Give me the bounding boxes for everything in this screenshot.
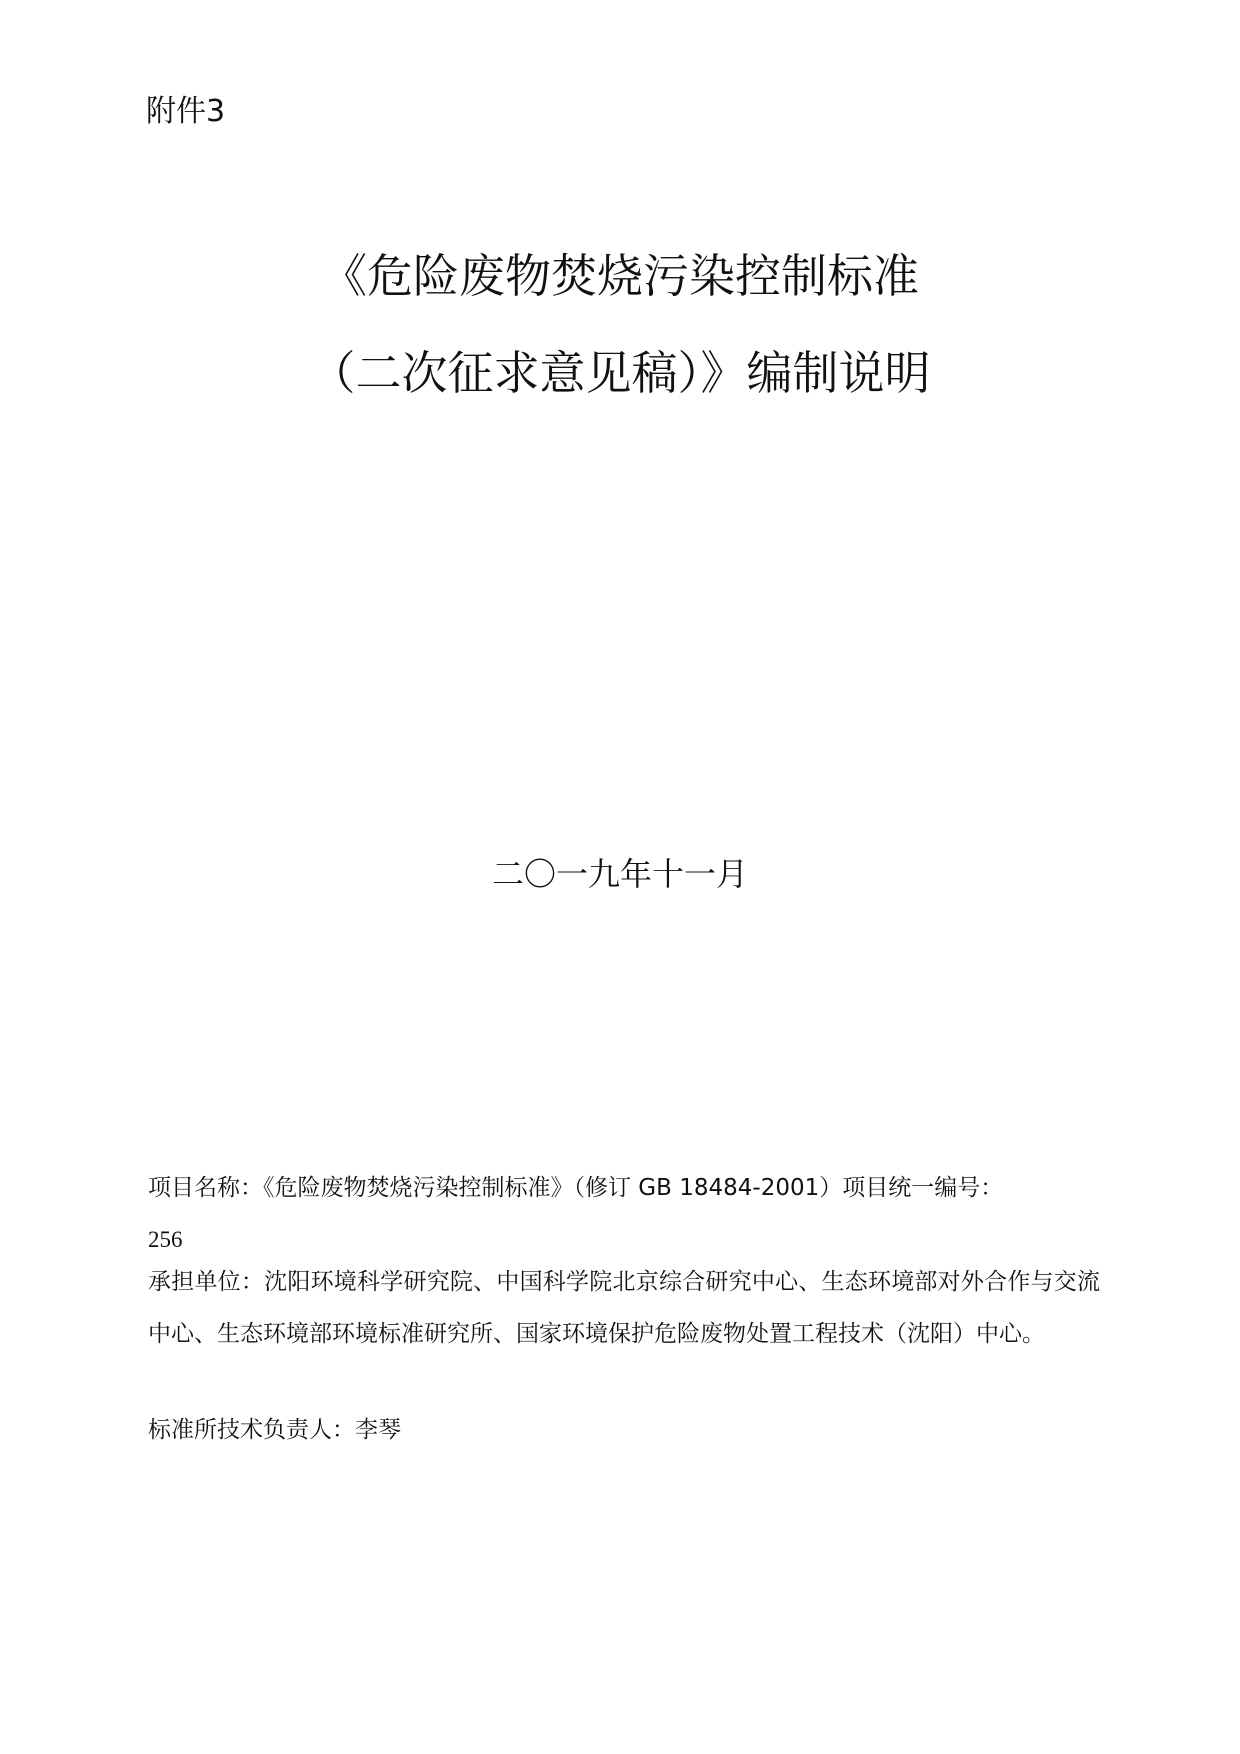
document-date: 二〇一九年十一月 [491, 855, 748, 893]
project-number: 256 [148, 1227, 183, 1252]
document-title-line-1: 《危险废物焚烧污染控制标准 [321, 249, 919, 303]
project-info [148, 1162, 1100, 1266]
undertaking-units: 承担单位：沈阳环境科学研究院、中国科学院北京综合研究中心、生态环境部对外合作与交流中心、生态环境部环境标准研究所、国家环境保护危险废物处置工程技术（沈阳）中心。 [148, 1269, 1100, 1347]
document-title-line-2: （二次征求意见稿）》编制说明 [309, 346, 931, 400]
project-name: 项目名称：《危险废物焚烧污染控制标准》（修订 GB 18484-2001）项目统一编号： [148, 1175, 1004, 1201]
technical-lead: 标准所技术负责人：李琴 [148, 1417, 401, 1443]
technical-lead-info [148, 1404, 1100, 1456]
project-name-text [148, 1162, 1100, 1266]
attachment-label: 附件3 [146, 94, 226, 129]
undertaking-units-info [148, 1256, 1100, 1360]
